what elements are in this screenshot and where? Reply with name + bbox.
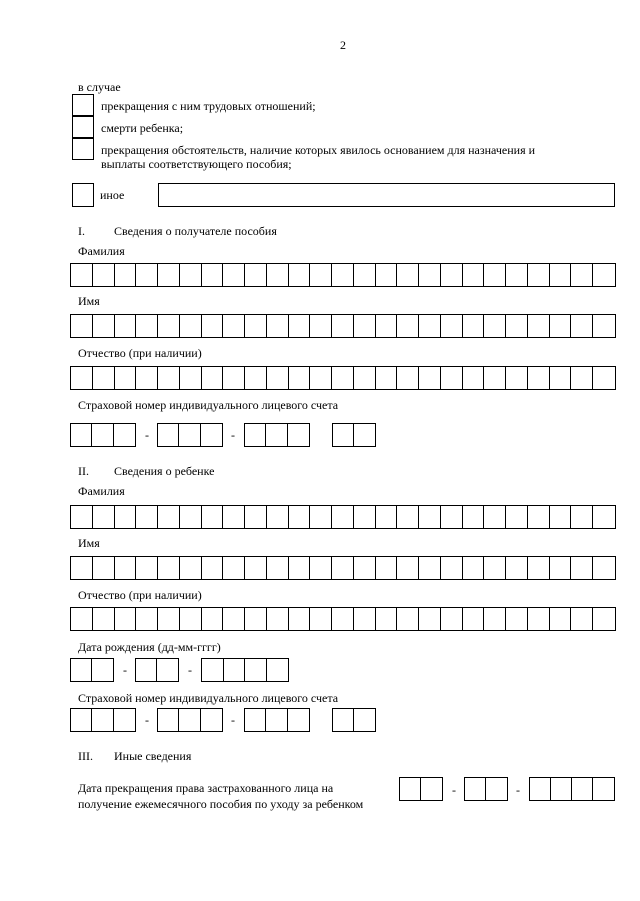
char-cell[interactable] <box>593 608 615 630</box>
char-cell[interactable] <box>136 659 157 681</box>
child-name-label: Имя <box>78 536 100 550</box>
char-cell[interactable] <box>92 709 113 731</box>
char-cell[interactable] <box>288 709 309 731</box>
char-cell[interactable] <box>158 315 180 337</box>
char-cell[interactable] <box>332 506 354 528</box>
char-cell[interactable] <box>354 424 375 446</box>
recipient-snils-part2[interactable] <box>157 423 223 447</box>
char-cell[interactable] <box>201 709 222 731</box>
char-cell[interactable] <box>92 659 113 681</box>
char-cell[interactable] <box>484 367 506 389</box>
option-child-death: смерти ребенка; <box>101 121 184 135</box>
char-cell[interactable] <box>484 315 506 337</box>
char-cell[interactable] <box>93 264 115 286</box>
char-cell[interactable] <box>397 367 419 389</box>
char-cell[interactable] <box>441 608 463 630</box>
char-cell[interactable] <box>550 264 572 286</box>
child-birthdate-dash1: - <box>123 663 127 677</box>
char-cell[interactable] <box>115 557 137 579</box>
char-cell[interactable] <box>310 557 332 579</box>
char-cell[interactable] <box>224 659 246 681</box>
char-cell[interactable] <box>376 608 398 630</box>
child-name-cells[interactable] <box>70 556 616 580</box>
char-cell[interactable] <box>376 506 398 528</box>
other-label: иное <box>100 188 125 202</box>
child-snils-part3[interactable] <box>244 708 310 732</box>
char-cell[interactable] <box>332 367 354 389</box>
char-cell[interactable] <box>463 608 485 630</box>
char-cell[interactable] <box>289 367 311 389</box>
char-cell[interactable] <box>114 709 135 731</box>
char-cell[interactable] <box>289 264 311 286</box>
char-cell[interactable] <box>71 315 93 337</box>
char-cell[interactable] <box>506 506 528 528</box>
char-cell[interactable] <box>506 264 528 286</box>
option-circumstances-line1: прекращения обстоятельств, наличие которых явилось основанием для назначения и <box>101 143 536 157</box>
child-snils-dash1: - <box>145 713 149 727</box>
char-cell[interactable] <box>115 506 137 528</box>
char-cell[interactable] <box>463 557 485 579</box>
char-cell[interactable] <box>266 424 287 446</box>
char-cell[interactable] <box>571 506 593 528</box>
option-circumstances-line2: выплаты соответствующего пособия; <box>101 157 292 171</box>
char-cell[interactable] <box>465 778 486 800</box>
char-cell[interactable] <box>354 608 376 630</box>
char-cell[interactable] <box>528 557 550 579</box>
char-cell[interactable] <box>484 557 506 579</box>
char-cell[interactable] <box>245 608 267 630</box>
char-cell[interactable] <box>550 608 572 630</box>
char-cell[interactable] <box>267 659 289 681</box>
child-snils-part2[interactable] <box>157 708 223 732</box>
char-cell[interactable] <box>354 557 376 579</box>
char-cell[interactable] <box>289 315 311 337</box>
char-cell[interactable] <box>310 367 332 389</box>
char-cell[interactable] <box>180 264 202 286</box>
char-cell[interactable] <box>310 315 332 337</box>
char-cell[interactable] <box>571 264 593 286</box>
char-cell[interactable] <box>114 424 135 446</box>
char-cell[interactable] <box>333 424 354 446</box>
char-cell[interactable] <box>419 367 441 389</box>
char-cell[interactable] <box>528 315 550 337</box>
char-cell[interactable] <box>93 506 115 528</box>
char-cell[interactable] <box>506 367 528 389</box>
checkbox-child-death[interactable] <box>72 116 94 138</box>
char-cell[interactable] <box>376 367 398 389</box>
char-cell[interactable] <box>245 709 266 731</box>
char-cell[interactable] <box>136 506 158 528</box>
char-cell[interactable] <box>267 264 289 286</box>
termination-date-month[interactable] <box>464 777 508 801</box>
char-cell[interactable] <box>441 315 463 337</box>
char-cell[interactable] <box>354 264 376 286</box>
char-cell[interactable] <box>136 557 158 579</box>
recipient-patronymic-cells[interactable] <box>70 366 616 390</box>
char-cell[interactable] <box>158 709 179 731</box>
char-cell[interactable] <box>267 506 289 528</box>
char-cell[interactable] <box>158 506 180 528</box>
option-termination-employment: прекращения с ним трудовых отношений; <box>101 99 316 113</box>
char-cell[interactable] <box>550 557 572 579</box>
section2-number: II. <box>78 464 89 478</box>
child-birthdate-dash2: - <box>188 663 192 677</box>
char-cell[interactable] <box>180 608 202 630</box>
recipient-snils-part1[interactable] <box>70 423 136 447</box>
char-cell[interactable] <box>202 315 224 337</box>
char-cell[interactable] <box>441 557 463 579</box>
char-cell[interactable] <box>202 264 224 286</box>
char-cell[interactable] <box>267 367 289 389</box>
char-cell[interactable] <box>158 264 180 286</box>
char-cell[interactable] <box>310 506 332 528</box>
char-cell[interactable] <box>202 659 224 681</box>
char-cell[interactable] <box>593 264 615 286</box>
termination-date-dash2: - <box>516 783 520 797</box>
section3-number: III. <box>78 749 93 763</box>
char-cell[interactable] <box>593 367 615 389</box>
char-cell[interactable] <box>115 608 137 630</box>
char-cell[interactable] <box>441 264 463 286</box>
char-cell[interactable] <box>550 315 572 337</box>
recipient-snils-part4[interactable] <box>332 423 376 447</box>
char-cell[interactable] <box>397 264 419 286</box>
recipient-snils-part3[interactable] <box>244 423 310 447</box>
char-cell[interactable] <box>71 608 93 630</box>
char-cell[interactable] <box>136 315 158 337</box>
char-cell[interactable] <box>593 315 615 337</box>
char-cell[interactable] <box>71 557 93 579</box>
char-cell[interactable] <box>571 315 593 337</box>
termination-date-dash1: - <box>452 783 456 797</box>
char-cell[interactable] <box>332 315 354 337</box>
char-cell[interactable] <box>158 367 180 389</box>
char-cell[interactable] <box>571 557 593 579</box>
char-cell[interactable] <box>71 709 92 731</box>
page-number: 2 <box>340 38 346 52</box>
char-cell[interactable] <box>202 506 224 528</box>
char-cell[interactable] <box>202 608 224 630</box>
section1-title: Сведения о получателе пособия <box>114 224 277 238</box>
char-cell[interactable] <box>115 264 137 286</box>
char-cell[interactable] <box>530 778 551 800</box>
char-cell[interactable] <box>551 778 572 800</box>
char-cell[interactable] <box>332 608 354 630</box>
char-cell[interactable] <box>115 315 137 337</box>
char-cell[interactable] <box>376 264 398 286</box>
char-cell[interactable] <box>289 557 311 579</box>
char-cell[interactable] <box>245 506 267 528</box>
char-cell[interactable] <box>506 608 528 630</box>
char-cell[interactable] <box>71 264 93 286</box>
char-cell[interactable] <box>180 367 202 389</box>
char-cell[interactable] <box>463 315 485 337</box>
recipient-snils-label: Страховой номер индивидуального лицевого счета <box>78 398 339 412</box>
char-cell[interactable] <box>419 315 441 337</box>
char-cell[interactable] <box>157 659 178 681</box>
char-cell[interactable] <box>593 778 614 800</box>
termination-date-day[interactable] <box>399 777 443 801</box>
child-snils-part1[interactable] <box>70 708 136 732</box>
char-cell[interactable] <box>180 506 202 528</box>
char-cell[interactable] <box>223 315 245 337</box>
char-cell[interactable] <box>528 264 550 286</box>
child-patronymic-label: Отчество (при наличии) <box>78 588 202 602</box>
char-cell[interactable] <box>528 608 550 630</box>
char-cell[interactable] <box>354 367 376 389</box>
char-cell[interactable] <box>267 315 289 337</box>
recipient-patronymic-label: Отчество (при наличии) <box>78 346 202 360</box>
char-cell[interactable] <box>223 608 245 630</box>
char-cell[interactable] <box>484 608 506 630</box>
char-cell[interactable] <box>397 608 419 630</box>
char-cell[interactable] <box>506 315 528 337</box>
char-cell[interactable] <box>71 424 92 446</box>
char-cell[interactable] <box>419 557 441 579</box>
char-cell[interactable] <box>397 315 419 337</box>
char-cell[interactable] <box>528 367 550 389</box>
termination-date-label-line2: получение ежемесячного пособия по уходу за ребенком <box>78 797 364 811</box>
char-cell[interactable] <box>333 709 354 731</box>
char-cell[interactable] <box>267 608 289 630</box>
child-surname-label: Фамилия <box>78 484 125 498</box>
char-cell[interactable] <box>310 264 332 286</box>
char-cell[interactable] <box>354 709 375 731</box>
char-cell[interactable] <box>550 506 572 528</box>
char-cell[interactable] <box>92 424 113 446</box>
termination-date-year[interactable] <box>529 777 615 801</box>
child-birthdate-label: Дата рождения (дд-мм-гггг) <box>78 640 221 654</box>
char-cell[interactable] <box>93 608 115 630</box>
recipient-name-label: Имя <box>78 294 100 308</box>
char-cell[interactable] <box>136 264 158 286</box>
char-cell[interactable] <box>593 557 615 579</box>
char-cell[interactable] <box>419 264 441 286</box>
case-heading: в случае <box>78 80 121 94</box>
char-cell[interactable] <box>71 367 93 389</box>
recipient-name-cells[interactable] <box>70 314 616 338</box>
char-cell[interactable] <box>180 557 202 579</box>
char-cell[interactable] <box>463 264 485 286</box>
char-cell[interactable] <box>419 608 441 630</box>
char-cell[interactable] <box>528 506 550 528</box>
char-cell[interactable] <box>419 506 441 528</box>
char-cell[interactable] <box>441 367 463 389</box>
char-cell[interactable] <box>245 557 267 579</box>
section3-title: Иные сведения <box>114 749 192 763</box>
child-surname-cells[interactable] <box>70 505 616 529</box>
char-cell[interactable] <box>463 506 485 528</box>
char-cell[interactable] <box>441 506 463 528</box>
char-cell[interactable] <box>486 778 507 800</box>
char-cell[interactable] <box>93 315 115 337</box>
char-cell[interactable] <box>397 557 419 579</box>
child-birthdate-month[interactable] <box>135 658 179 682</box>
recipient-surname-label: Фамилия <box>78 244 125 258</box>
char-cell[interactable] <box>571 608 593 630</box>
char-cell[interactable] <box>332 264 354 286</box>
char-cell[interactable] <box>223 264 245 286</box>
recipient-surname-cells[interactable] <box>70 263 616 287</box>
char-cell[interactable] <box>71 506 93 528</box>
char-cell[interactable] <box>71 659 92 681</box>
char-cell[interactable] <box>310 608 332 630</box>
char-cell[interactable] <box>397 506 419 528</box>
recipient-snils-dash2: - <box>231 428 235 442</box>
char-cell[interactable] <box>289 506 311 528</box>
char-cell[interactable] <box>136 608 158 630</box>
char-cell[interactable] <box>179 424 200 446</box>
char-cell[interactable] <box>376 315 398 337</box>
char-cell[interactable] <box>202 367 224 389</box>
char-cell[interactable] <box>245 264 267 286</box>
char-cell[interactable] <box>245 315 267 337</box>
char-cell[interactable] <box>266 709 287 731</box>
char-cell[interactable] <box>484 506 506 528</box>
section2-title: Сведения о ребенке <box>114 464 215 478</box>
checkbox-termination-employment[interactable] <box>72 94 94 116</box>
char-cell[interactable] <box>223 367 245 389</box>
char-cell[interactable] <box>463 367 485 389</box>
char-cell[interactable] <box>593 506 615 528</box>
section1-number: I. <box>78 224 85 238</box>
char-cell[interactable] <box>376 557 398 579</box>
char-cell[interactable] <box>289 608 311 630</box>
char-cell[interactable] <box>354 506 376 528</box>
char-cell[interactable] <box>506 557 528 579</box>
char-cell[interactable] <box>484 264 506 286</box>
char-cell[interactable] <box>201 424 222 446</box>
char-cell[interactable] <box>332 557 354 579</box>
char-cell[interactable] <box>158 608 180 630</box>
char-cell[interactable] <box>115 367 137 389</box>
char-cell[interactable] <box>202 557 224 579</box>
char-cell[interactable] <box>245 367 267 389</box>
child-snils-label: Страховой номер индивидуального лицевого счета <box>78 691 339 705</box>
char-cell[interactable] <box>354 315 376 337</box>
char-cell[interactable] <box>136 367 158 389</box>
char-cell[interactable] <box>158 557 180 579</box>
char-cell[interactable] <box>158 424 179 446</box>
child-patronymic-cells[interactable] <box>70 607 616 631</box>
char-cell[interactable] <box>571 367 593 389</box>
char-cell[interactable] <box>223 557 245 579</box>
checkbox-other[interactable] <box>72 183 94 207</box>
char-cell[interactable] <box>93 557 115 579</box>
checkbox-circumstances-ended[interactable] <box>72 138 94 160</box>
other-input[interactable] <box>158 183 615 207</box>
child-snils-dash2: - <box>231 713 235 727</box>
char-cell[interactable] <box>245 659 267 681</box>
char-cell[interactable] <box>421 778 442 800</box>
char-cell[interactable] <box>550 367 572 389</box>
char-cell[interactable] <box>179 709 200 731</box>
child-birthdate-year[interactable] <box>201 658 289 682</box>
char-cell[interactable] <box>572 778 593 800</box>
child-birthdate-day[interactable] <box>70 658 114 682</box>
recipient-snils-dash1: - <box>145 428 149 442</box>
char-cell[interactable] <box>180 315 202 337</box>
char-cell[interactable] <box>267 557 289 579</box>
char-cell[interactable] <box>288 424 309 446</box>
char-cell[interactable] <box>223 506 245 528</box>
char-cell[interactable] <box>245 424 266 446</box>
child-snils-part4[interactable] <box>332 708 376 732</box>
termination-date-label-line1: Дата прекращения права застрахованного лица на <box>78 781 334 795</box>
char-cell[interactable] <box>93 367 115 389</box>
char-cell[interactable] <box>400 778 421 800</box>
